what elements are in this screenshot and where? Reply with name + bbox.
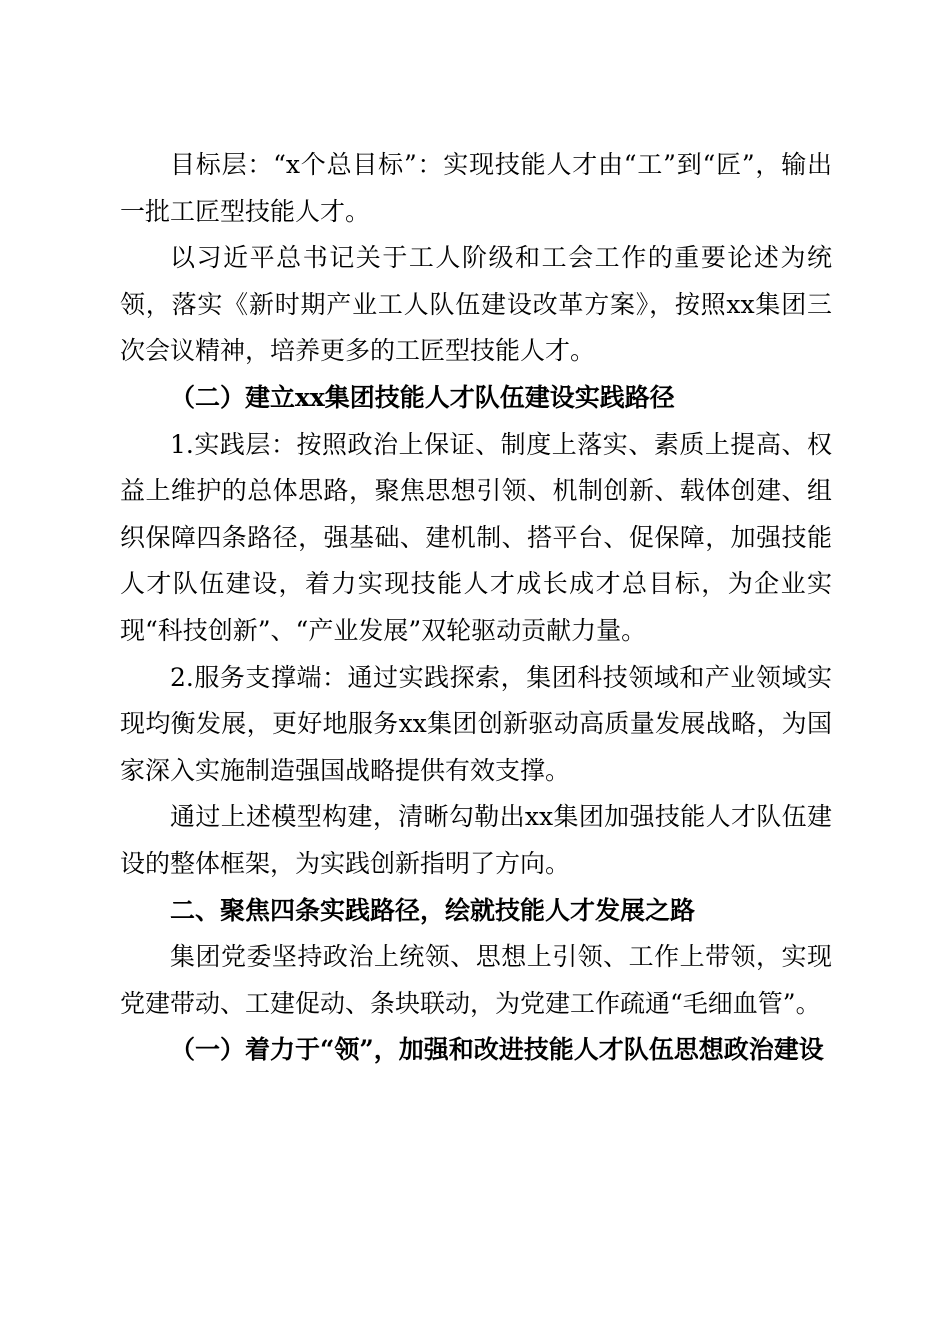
paragraph-practice-layer: 1.实践层：按照政治上保证、制度上落实、素质上提高、权益上维护的总体思路，聚焦思想引领、机制创新、载体创建、组织保障四条路径，强基础、建机制、搭平台、促保障，加强技能人才队伍建设，着力实现技能人才成长成才总目标，为企业实现“科技创新”、“产业发展”双轮驱动贡献力量。 bbox=[120, 429, 832, 645]
paragraph-service-support: 2.服务支撑端：通过实践探索，集团科技领域和产业领域实现均衡发展，更好地服务xx集团创新驱动高质量发展战略，为国家深入实施制造强国战略提供有效支撑。 bbox=[120, 662, 832, 785]
paragraph-guiding-principle: 以习近平总书记关于工人阶级和工会工作的重要论述为统领，落实《新时期产业工人队伍建设改革方案》，按照xx集团三次会议精神，培养更多的工匠型技能人才。 bbox=[120, 243, 832, 366]
document-body bbox=[120, 142, 832, 1074]
paragraph-model-summary: 通过上述模型构建，清晰勾勒出xx集团加强技能人才队伍建设的整体框架，为实践创新指明了方向。 bbox=[120, 802, 832, 878]
section-heading-two: 二、聚焦四条实践路径，绘就技能人才发展之路 bbox=[170, 895, 696, 925]
paragraph-party-committee: 集团党委坚持政治上统领、思想上引领、工作上带领，实现党建带动、工建促动、条块联动，为党建工作疏通“毛细血管”。 bbox=[120, 942, 832, 1018]
subheading-practice-path: （二）建立xx集团技能人才队伍建设实践路径 bbox=[170, 382, 675, 412]
paragraph-goal-layer: 目标层：“x个总目标”：实现技能人才由“工”到“匠”，输出一批工匠型技能人才。 bbox=[120, 150, 832, 226]
subheading-lead: （一）着力于“领”，加强和改进技能人才队伍思想政治建设 bbox=[170, 1035, 824, 1065]
